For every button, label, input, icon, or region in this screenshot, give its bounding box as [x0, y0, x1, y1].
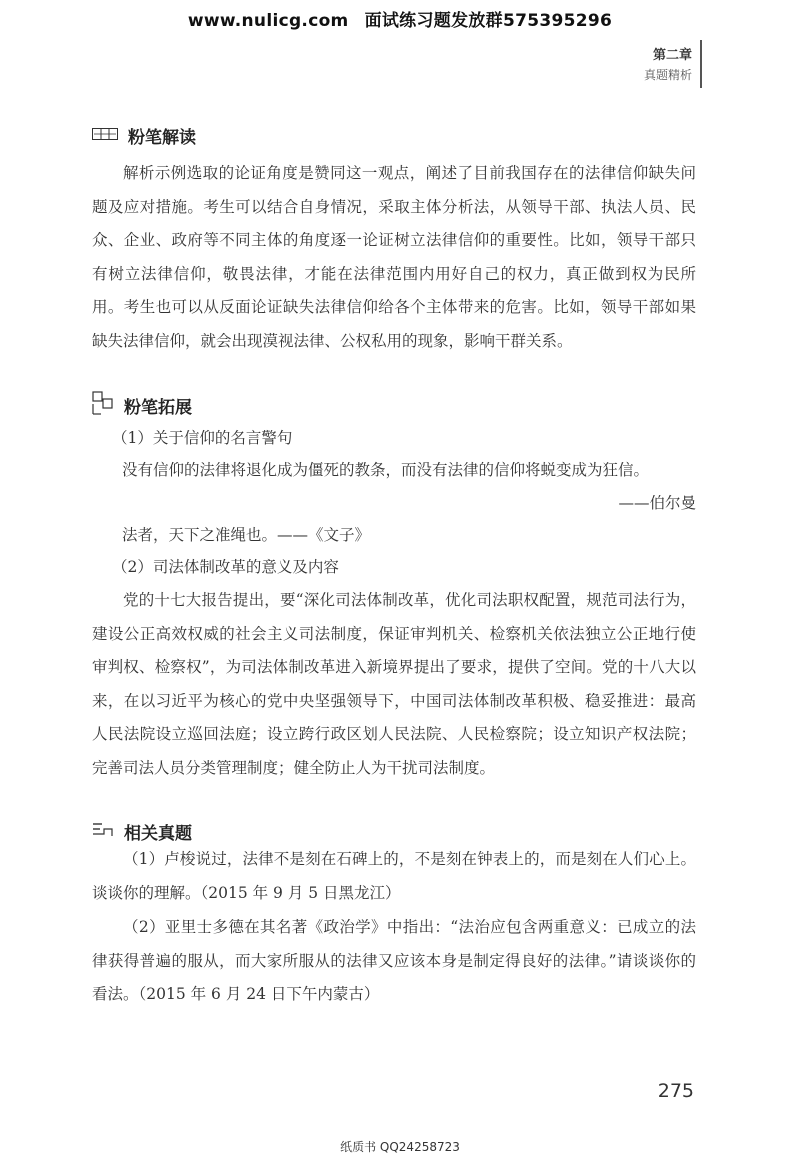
top-watermark	[0, 6, 800, 31]
chapter-header	[644, 46, 692, 84]
question-2: （2）亚里士多德在其名著《政治学》中指出：“法治应包含两重意义：已成立的法律获得普遍的服从，而大家所服从的法律又应该本身是制定得良好的法律。”请谈谈你的看法。（2015 年 6 月 24 日下午内蒙古）	[92, 918, 696, 1003]
header-divider	[700, 40, 702, 88]
chapter-subtitle: 真题精析	[643, 68, 692, 82]
note-icon	[92, 821, 114, 842]
book-icon	[92, 125, 118, 145]
question-1: （1）卢梭说过，法律不是刻在石碑上的，不是刻在钟表上的，而是刻在人们心上。谈谈你的理解。（2015 年 9 月 5 日黑龙江）	[92, 850, 696, 902]
chapter-title: 第二章	[652, 48, 692, 63]
item2-text: 党的十七大报告提出，要“深化司法体制改革，优化司法职权配置，规范司法行为，建设公正高效权威的社会主义司法制度，保证审判机关、检察机关依法独立公正地行使审判权、检察权”，为司法体制改革进入新境界提出了要求，提供了空间。党的十八大以来，在以习近平为核心的党中央坚强领导下，中国司法体制改革积极、稳妥推进：最高人民法院设立巡回法庭；设立跨行政区划人民法院、人民检察院；设立知识产权法院；完善司法人员分类管理制度；健全防止人为干扰司法制度。	[92, 591, 696, 777]
quote-2: 法者，天下之准绳也。——《文子》	[122, 526, 371, 544]
quote-1-author: ——伯尔曼	[618, 494, 696, 512]
interpretation-title: 粉笔解读	[128, 127, 196, 148]
group-notice: 面试练习题发放群575395296	[364, 11, 613, 31]
extension-title: 粉笔拓展	[124, 397, 192, 418]
puzzle-icon	[92, 391, 114, 420]
extension-heading	[92, 392, 192, 418]
interpretation-heading	[92, 122, 196, 148]
related-heading	[92, 818, 192, 844]
page-number: 275	[657, 1080, 694, 1102]
bottom-watermark: 纸质书 QQ24258723	[340, 1140, 460, 1154]
related-title: 相关真题	[124, 823, 192, 844]
site-url: www.nulicg.com	[187, 11, 349, 31]
item2-heading: （2）司法体制改革的意义及内容	[112, 558, 339, 576]
item1-heading: （1）关于信仰的名言警句	[112, 429, 293, 447]
quote-1: 没有信仰的法律将退化成为僵死的教条，而没有法律的信仰将蜕变成为狂信。	[122, 461, 650, 479]
interpretation-text: 解析示例选取的论证角度是赞同这一观点，阐述了目前我国存在的法律信仰缺失问题及应对措施。考生可以结合自身情况，采取主体分析法，从领导干部、执法人员、民众、企业、政府等不同主体的角度逐一论证树立法律信仰的重要性。比如，领导干部只有树立法律信仰，敬畏法律，才能在法律范围内用好自己的权力，真正做到权为民所用。考生也可以从反面论证缺失法律信仰给各个主体带来的危害。比如，领导干部如果缺失法律信仰，就会出现漠视法律、公权私用的现象，影响干群关系。	[92, 164, 696, 350]
